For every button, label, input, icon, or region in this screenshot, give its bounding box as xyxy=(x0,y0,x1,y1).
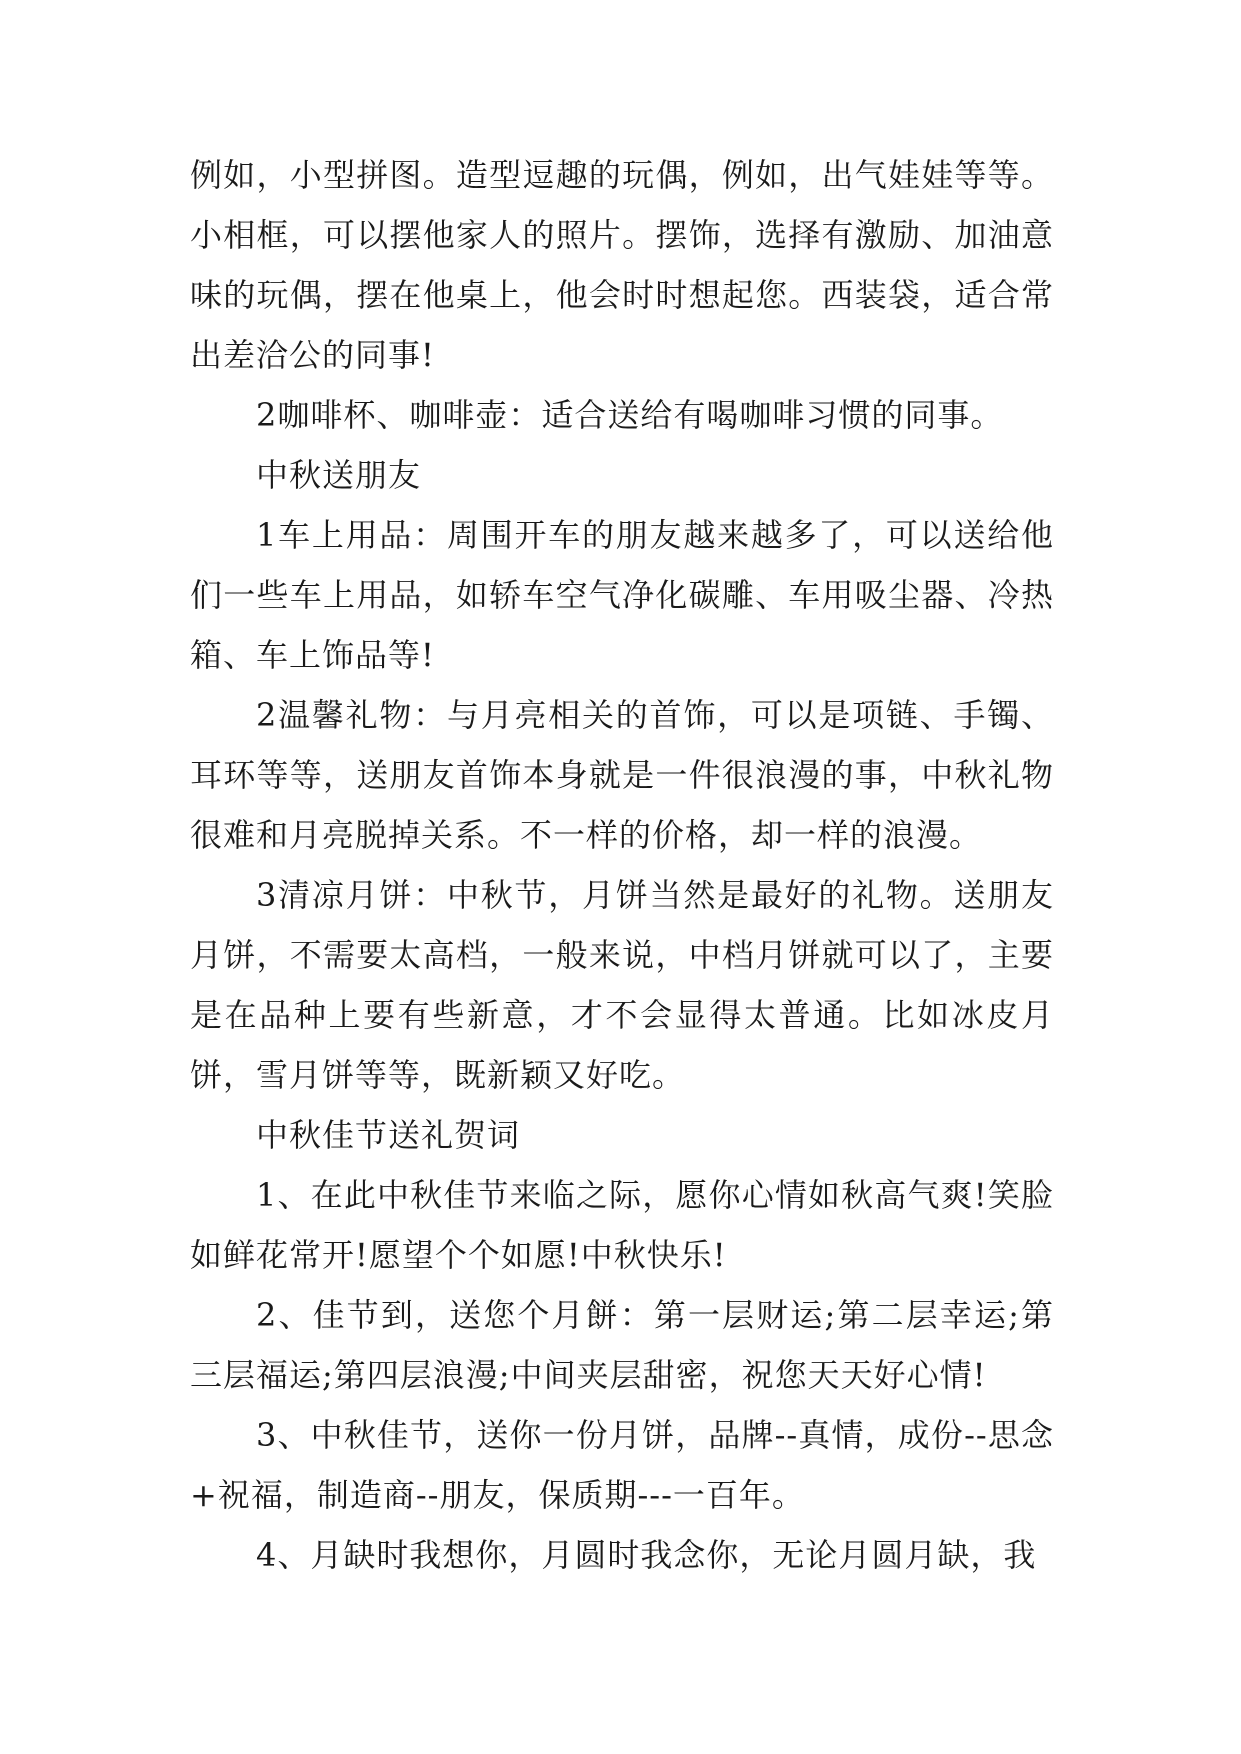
document-body xyxy=(190,145,1054,1585)
paragraph-gift-ideas-colleagues: 例如，小型拼图。造型逗趣的玩偶，例如，出气娃娃等等。小相框，可以摆他家人的照片。摆饰，选择有激励、加油意味的玩偶，摆在他桌上，他会时时想起您。西装袋，适合常出差洽公的同事! xyxy=(190,156,1054,374)
paragraph-warm-gifts: 2温馨礼物：与月亮相关的首饰，可以是项链、手镯、耳环等等，送朋友首饰本身就是一件很浪漫的事，中秋礼物很难和月亮脱掉关系。不一样的价格，却一样的浪漫。 xyxy=(190,696,1054,854)
paragraph-car-supplies: 1车上用品：周围开车的朋友越来越多了，可以送给他们一些车上用品，如轿车空气净化碳雕、车用吸尘器、冷热箱、车上饰品等! xyxy=(190,516,1054,674)
greeting-4: 4、月缺时我想你，月圆时我念你，无论月圆月缺，我 xyxy=(256,1536,1037,1574)
paragraph-mooncakes: 3清凉月饼：中秋节，月饼当然是最好的礼物。送朋友月饼，不需要太高档，一般来说，中档月饼就可以了，主要是在品种上要有些新意，才不会显得太普通。比如冰皮月饼，雪月饼等等，既新颖又好吃。 xyxy=(190,876,1054,1094)
greeting-1: 1、在此中秋佳节来临之际，愿你心情如秋高气爽!笑脸如鲜花常开!愿望个个如愿!中秋快乐! xyxy=(190,1176,1054,1274)
greeting-2: 2、佳节到，送您个月餅：第一层财运;第二层幸运;第三层福运;第四层浪漫;中间夹层甜密，祝您天天好心情! xyxy=(190,1296,1054,1394)
heading-greetings: 中秋佳节送礼贺词 xyxy=(256,1116,521,1154)
heading-gifts-for-friends: 中秋送朋友 xyxy=(256,456,422,494)
paragraph-coffee-cups: 2咖啡杯、咖啡壶：适合送给有喝咖啡习惯的同事。 xyxy=(256,396,1004,434)
greeting-3: 3、中秋佳节，送你一份月饼，品牌--真情，成份--思念+祝福，制造商--朋友，保质期---一百年。 xyxy=(190,1416,1054,1514)
